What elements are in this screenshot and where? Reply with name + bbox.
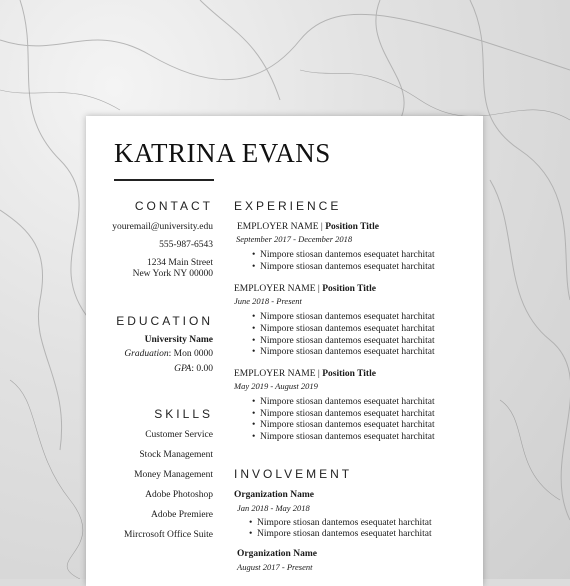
contact-address-line2: New York NY 00000 xyxy=(132,269,213,279)
org-1-bullet: • Nimpore stiosan dantemos esequatet harchitat xyxy=(249,518,432,528)
skill-item: Stock Management xyxy=(139,450,213,460)
job-1-bullet: • Nimpore stiosan dantemos esequatet harchitat xyxy=(252,262,435,272)
job-3-bullet: • Nimpore stiosan dantemos esequatet harchitat xyxy=(252,409,435,419)
job-3-bullet: • Nimpore stiosan dantemos esequatet harchitat xyxy=(252,397,435,407)
org-1-bullet: • Nimpore stiosan dantemos esequatet harchitat xyxy=(249,529,432,539)
org-2-dates: August 2017 - Present xyxy=(237,562,313,572)
contact-phone: 555-987-6543 xyxy=(159,240,213,250)
job-3-bullet: • Nimpore stiosan dantemos esequatet harchitat xyxy=(252,420,435,430)
skill-item: Adobe Premiere xyxy=(151,510,213,520)
name-underline xyxy=(114,179,214,181)
job-2-header: EMPLOYER NAME | Position Title xyxy=(234,284,376,294)
candidate-name: KATRINA EVANS xyxy=(114,138,331,168)
job-1-header: EMPLOYER NAME | Position Title xyxy=(237,222,379,232)
education-school: University Name xyxy=(144,335,213,345)
org-1-dates: Jan 2018 - May 2018 xyxy=(237,503,310,513)
education-heading: EDUCATION xyxy=(116,314,213,328)
involvement-heading: INVOLVEMENT xyxy=(234,467,353,481)
job-2-dates: June 2018 - Present xyxy=(234,296,302,306)
skill-item: Adobe Photoshop xyxy=(145,490,213,500)
job-1-dates: September 2017 - December 2018 xyxy=(236,234,353,244)
contact-email: youremail@university.edu xyxy=(112,222,213,232)
job-2-bullet: • Nimpore stiosan dantemos esequatet harchitat xyxy=(252,336,435,346)
job-2-bullet: • Nimpore stiosan dantemos esequatet harchitat xyxy=(252,312,435,322)
resume-page xyxy=(86,116,483,586)
job-3-header: EMPLOYER NAME | Position Title xyxy=(234,369,376,379)
org-2-name: Organization Name xyxy=(237,549,317,559)
org-1-name: Organization Name xyxy=(234,490,314,500)
skills-heading: SKILLS xyxy=(154,407,213,421)
contact-heading: CONTACT xyxy=(134,199,213,213)
contact-address-line1: 1234 Main Street xyxy=(147,258,213,268)
job-1-bullet: • Nimpore stiosan dantemos esequatet harchitat xyxy=(252,250,435,260)
job-3-bullet: • Nimpore stiosan dantemos esequatet harchitat xyxy=(252,432,435,442)
job-2-bullet: • Nimpore stiosan dantemos esequatet harchitat xyxy=(252,324,435,334)
skill-item: Customer Service xyxy=(145,430,213,440)
education-gpa: GPA: 0.00 xyxy=(174,364,213,374)
experience-heading: EXPERIENCE xyxy=(234,199,342,213)
skill-item: Money Management xyxy=(134,470,213,480)
job-3-dates: May 2019 - August 2019 xyxy=(234,381,318,391)
job-2-bullet: • Nimpore stiosan dantemos esequatet harchitat xyxy=(252,347,435,357)
skill-item: Mircrosoft Office Suite xyxy=(124,530,213,540)
education-graduation: Graduation: Mon 0000 xyxy=(124,349,213,359)
